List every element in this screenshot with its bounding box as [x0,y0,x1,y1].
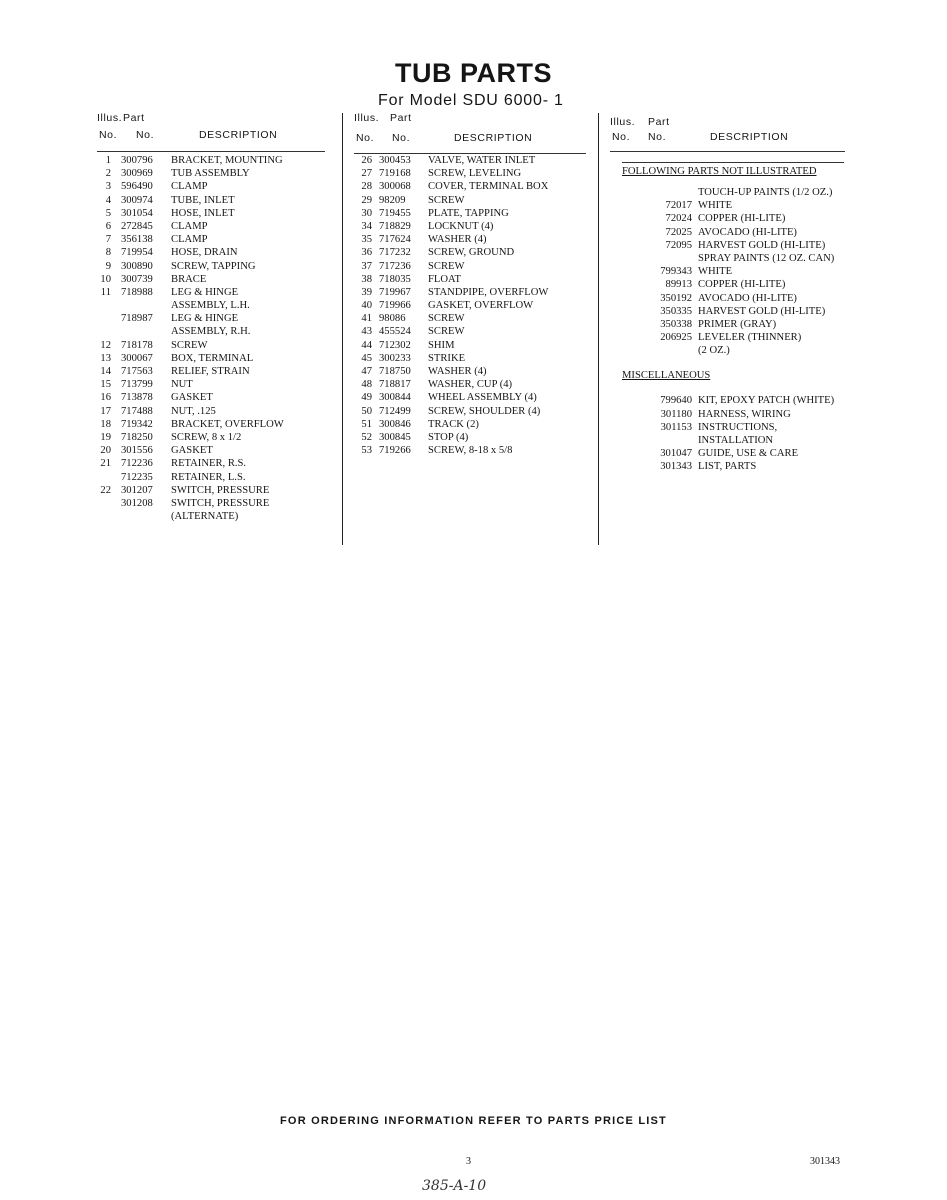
illus-number: 45 [361,352,372,364]
illus-number: 49 [361,392,372,404]
illus-number: 41 [361,313,372,325]
part-description: SWITCH, PRESSURE [171,497,270,509]
parts-list [622,394,845,473]
table-row [97,510,325,523]
header-description: DESCRIPTION [199,129,278,141]
part-number: 718829 [379,220,411,232]
column-header [97,112,325,148]
part-number: 300845 [379,431,411,443]
illus-number: 29 [361,194,372,206]
part-number: 300067 [121,352,153,364]
table-row [354,220,586,233]
illus-number: 38 [361,273,372,285]
table-row [622,186,845,199]
parts-column-1 [97,112,325,523]
illus-number: 11 [100,286,111,298]
illus-number: 9 [105,260,111,272]
illus-number: 10 [100,273,111,285]
illus-number: 5 [105,207,111,219]
part-number: 712302 [379,339,411,351]
table-row [354,352,586,365]
illus-number: 27 [361,168,372,180]
part-number: 717624 [379,234,411,246]
part-number: 712499 [379,405,411,417]
header-no: No. [648,131,667,143]
table-row [97,431,325,444]
part-description: SCREW, 8-18 x 5/8 [428,445,513,457]
illus-number: 44 [361,339,372,351]
parts-list [354,154,586,457]
table-row [97,167,325,180]
part-number: 300068 [379,181,411,193]
part-number: 455524 [379,326,411,338]
part-description: TUB ASSEMBLY [171,168,250,180]
part-description: INSTALLATION [698,435,774,446]
table-row [622,460,845,473]
table-row [354,325,586,338]
part-description: COPPER (HI-LITE) [698,279,786,291]
illus-number: 13 [100,352,111,364]
part-description: NUT, .125 [171,405,216,417]
part-description: TRACK (2) [428,418,479,430]
part-number: 719342 [121,418,153,430]
part-description: WHEEL ASSEMBLY (4) [428,392,537,404]
part-number: 717232 [379,247,411,259]
part-description: SCREW [428,313,465,325]
part-description: TUBE, INLET [171,194,235,206]
part-number: 301208 [121,497,153,509]
illus-number: 40 [361,300,372,312]
part-description: LOCKNUT (4) [428,220,494,232]
part-description: SCREW [428,326,465,338]
part-number: 301153 [660,421,692,433]
part-description: RELIEF, STRAIN [171,366,250,377]
part-description: KIT, EPOXY PATCH (WHITE) [698,395,835,407]
part-description: BRACKET, OVERFLOW [171,418,284,430]
table-row [97,405,325,418]
part-description: COPPER (HI-LITE) [698,213,786,225]
part-description: CLAMP [171,181,208,193]
part-number: 718750 [379,366,411,377]
table-row [97,312,325,325]
part-number: 719954 [121,247,153,259]
page-title: TUB PARTS [395,58,552,88]
table-row [97,418,325,431]
part-number: 350192 [660,292,692,304]
page-subtitle: For Model SDU 6000- 1 [378,92,564,109]
part-description: WASHER (4) [428,234,487,246]
parts-column-3 [610,112,845,474]
table-row [354,273,586,286]
part-description: WASHER (4) [428,366,487,377]
table-row [354,431,586,444]
part-description: AVOCADO (HI-LITE) [698,226,797,238]
part-number: 799343 [660,266,692,278]
table-row [354,312,586,325]
illus-number: 52 [361,431,372,443]
table-row [622,408,845,421]
table-row [622,394,845,407]
part-number: 718988 [121,286,153,298]
table-row [97,273,325,286]
part-description: ASSEMBLY, L.H. [171,300,250,312]
part-description: STOP (4) [428,431,469,443]
not-illustrated-heading: FOLLOWING PARTS NOT ILLUSTRATED [622,166,817,177]
header-description: DESCRIPTION [454,132,533,144]
table-row [97,194,325,207]
part-description: ASSEMBLY, R.H. [171,326,251,338]
header-illus: Illus. [354,112,380,124]
header-no: No. [612,131,631,143]
illus-number: 1 [105,155,111,166]
column-header [354,112,586,148]
part-number: 717236 [379,260,411,272]
table-row [354,418,586,431]
table-row [97,339,325,352]
part-number: 596490 [121,181,153,193]
part-number: 300796 [121,155,153,166]
part-description: HOSE, INLET [171,207,235,219]
table-row [354,167,586,180]
table-row [354,260,586,273]
part-description: LEG & HINGE [171,313,239,325]
table-row [622,331,845,344]
part-description: INSTRUCTIONS, [698,421,778,433]
header-illus: Illus. [610,116,636,128]
part-number: 300846 [379,418,411,430]
part-description: LEG & HINGE [171,286,239,298]
part-description: SCREW [428,194,465,206]
table-row [622,447,845,460]
illus-number: 39 [361,286,372,298]
table-row [622,212,845,225]
table-row [622,226,845,239]
table-row [354,299,586,312]
table-row [622,239,845,252]
part-number: 301556 [121,445,153,457]
header-no: No. [136,129,155,141]
table-row [354,233,586,246]
part-number: 72025 [665,226,692,238]
part-number: 350335 [660,305,692,317]
part-description: RETAINER, R.S. [171,458,247,470]
part-number: 72095 [665,239,692,251]
part-description: SCREW, TAPPING [171,260,256,272]
header-rule [97,151,325,152]
document-number: 301343 [810,1156,840,1167]
part-number: 98209 [379,194,406,206]
table-row [97,471,325,484]
part-description: COVER, TERMINAL BOX [428,181,549,193]
part-number: 300453 [379,155,411,166]
table-row [97,444,325,457]
part-description: HARVEST GOLD (HI-LITE) [698,239,826,251]
table-row [354,365,586,378]
part-number: 301207 [121,484,153,496]
part-description: SCREW [428,260,465,272]
illus-number: 21 [100,458,111,470]
illus-number: 7 [105,234,111,246]
table-row [97,207,325,220]
illus-number: 47 [361,366,372,377]
not-illustrated-section [610,162,845,474]
table-row [97,497,325,510]
part-description: SCREW, 8 x 1/2 [171,431,242,443]
part-number: 713878 [121,392,153,404]
part-number: 300844 [379,392,411,404]
part-description: SCREW, GROUND [428,247,515,259]
illus-number: 30 [361,207,372,219]
part-number: 300890 [121,260,153,272]
part-number: 350338 [660,318,692,330]
illus-number: 12 [100,339,111,351]
illus-number: 18 [100,418,111,430]
part-number: 98086 [379,313,406,325]
part-number: 301180 [660,408,692,420]
illus-number: 20 [100,445,111,457]
part-description: BOX, TERMINAL [171,352,254,364]
part-number: 717563 [121,366,153,377]
part-number: 712236 [121,458,153,470]
table-row [622,278,845,291]
part-number: 72017 [665,200,692,212]
part-number: 718250 [121,431,153,443]
table-row [622,344,845,357]
part-description: LIST, PARTS [698,461,757,473]
table-row [354,391,586,404]
table-row [354,444,586,457]
part-number: 89913 [665,279,692,291]
table-row [97,286,325,299]
table-row [354,154,586,167]
illus-number: 2 [105,168,111,180]
illus-number: 15 [100,379,111,391]
illus-number: 37 [361,260,372,272]
part-number: 719966 [379,300,411,312]
part-description: GASKET [171,445,213,457]
part-description: WHITE [698,200,733,212]
part-number: 206925 [660,332,692,344]
table-row [97,365,325,378]
illus-number: 22 [100,484,111,496]
table-row [97,378,325,391]
column-divider [342,113,343,545]
table-row [97,391,325,404]
part-number: 718178 [121,339,153,351]
part-description: GASKET [171,392,213,404]
parts-list [622,186,845,357]
part-description: HARNESS, WIRING [698,408,791,420]
illus-number: 19 [100,431,111,443]
header-no: No. [356,132,375,144]
table-row [354,378,586,391]
part-description: SWITCH, PRESSURE [171,484,270,496]
table-row [622,318,845,331]
part-description: (ALTERNATE) [171,511,239,523]
table-row [97,325,325,338]
part-number: 300969 [121,168,153,180]
part-number: 356138 [121,234,153,246]
part-description: VALVE, WATER INLET [428,155,536,166]
header-part: Part [390,112,412,124]
part-number: 718035 [379,273,411,285]
part-description: WASHER, CUP (4) [428,379,513,391]
illus-number: 53 [361,445,372,457]
part-description: SCREW, LEVELING [428,168,522,180]
part-number: 301343 [660,461,692,473]
table-row [354,194,586,207]
part-description: SHIM [428,339,455,351]
part-number: 719455 [379,207,411,219]
illus-number: 26 [361,155,372,166]
part-description: STANDPIPE, OVERFLOW [428,286,549,298]
part-description: HOSE, DRAIN [171,247,238,259]
table-row [354,286,586,299]
part-number: 300739 [121,273,153,285]
part-number: 300233 [379,352,411,364]
table-row [97,352,325,365]
parts-list [97,154,325,523]
header-no: No. [99,129,118,141]
table-row [97,260,325,273]
illus-number: 43 [361,326,372,338]
part-number: 719266 [379,445,411,457]
table-row [97,154,325,167]
page-number: 3 [466,1156,471,1167]
table-row [354,180,586,193]
table-row [97,220,325,233]
table-row [622,199,845,212]
table-row [622,434,845,447]
header-rule [610,151,845,152]
part-description: CLAMP [171,234,208,246]
illus-number: 14 [100,366,111,377]
table-row [97,233,325,246]
illus-number: 3 [105,181,111,193]
table-row [622,252,845,265]
part-number: 712235 [121,471,153,483]
part-description: SPRAY PAINTS (12 OZ. CAN) [698,252,835,264]
part-description: WHITE [698,266,733,278]
header-part: Part [123,112,145,124]
part-number: 717488 [121,405,153,417]
part-number: 272845 [121,220,153,232]
parts-column-2 [354,112,586,457]
header-description: DESCRIPTION [710,131,789,143]
table-row [622,292,845,305]
section-rule [622,162,844,163]
part-description: AVOCADO (HI-LITE) [698,292,797,304]
illus-number: 4 [105,194,111,206]
part-number: 72024 [665,213,692,225]
illus-number: 35 [361,234,372,246]
part-number: 719168 [379,168,411,180]
table-row [97,484,325,497]
part-description: CLAMP [171,220,208,232]
header-illus: Illus. [97,112,123,124]
table-row [354,405,586,418]
part-description: STRIKE [428,352,466,364]
part-description: PLATE, TAPPING [428,207,509,219]
part-number: 718987 [121,313,153,325]
illus-number: 8 [105,247,111,259]
part-description: LEVELER (THINNER) [698,332,802,344]
table-row [622,265,845,278]
table-row [97,457,325,470]
part-description: BRACE [171,273,207,285]
table-row [622,305,845,318]
part-number: 799640 [660,395,692,407]
part-description: GUIDE, USE & CARE [698,448,799,460]
handwritten-note: 385-A-10 [422,1178,487,1194]
part-number: 718817 [379,379,411,391]
part-number: 713799 [121,379,153,391]
header-no: No. [392,132,411,144]
illus-number: 6 [105,220,111,232]
header-part: Part [648,116,670,128]
part-description: TOUCH-UP PAINTS (1/2 OZ.) [698,187,833,198]
illus-number: 28 [361,181,372,193]
table-row [97,299,325,312]
column-divider [598,113,599,545]
part-description: SCREW, SHOULDER (4) [428,405,541,417]
illus-number: 51 [361,418,372,430]
part-description: BRACKET, MOUNTING [171,155,283,166]
illus-number: 48 [361,379,372,391]
part-number: 300974 [121,194,153,206]
table-row [97,246,325,259]
part-number: 719967 [379,286,411,298]
part-description: SCREW [171,339,208,351]
part-description: PRIMER (GRAY) [698,318,777,330]
illus-number: 34 [361,220,372,232]
part-description: GASKET, OVERFLOW [428,300,534,312]
part-description: (2 OZ.) [698,345,730,357]
part-description: RETAINER, L.S. [171,471,246,483]
table-row [354,246,586,259]
table-row [97,180,325,193]
table-row [622,421,845,434]
illus-number: 16 [100,392,111,404]
part-description: NUT [171,379,193,391]
part-number: 301054 [121,207,153,219]
part-description: HARVEST GOLD (HI-LITE) [698,305,826,317]
illus-number: 17 [100,405,111,417]
illus-number: 36 [361,247,372,259]
miscellaneous-heading: MISCELLANEOUS [622,370,711,382]
ordering-footer: FOR ORDERING INFORMATION REFER TO PARTS PRICE LIST [280,1115,667,1127]
part-description: FLOAT [428,273,461,285]
illus-number: 50 [361,405,372,417]
table-row [354,207,586,220]
part-number: 301047 [660,448,692,460]
column-header [610,112,845,148]
table-row [354,339,586,352]
